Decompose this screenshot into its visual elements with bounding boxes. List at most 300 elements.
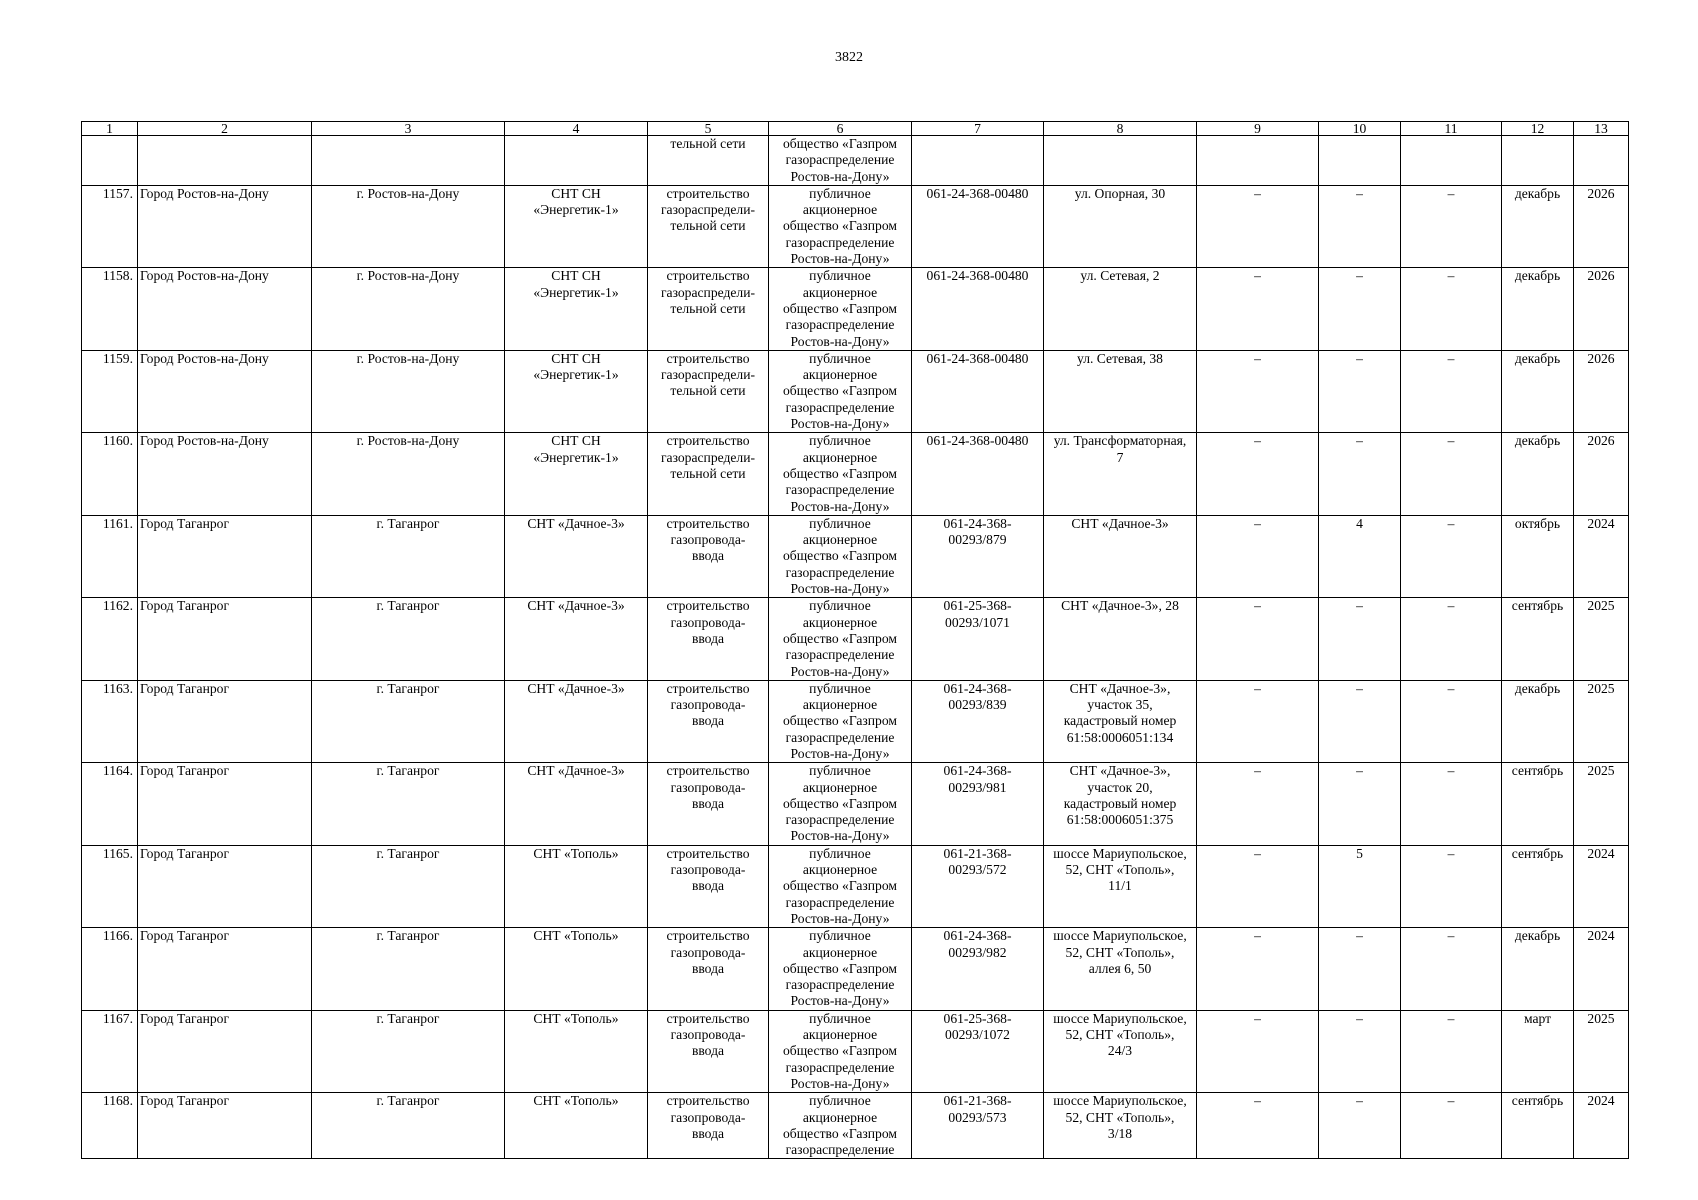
col-11-value-text: – <box>1447 928 1455 944</box>
municipality-text: Город Таганрог <box>140 763 230 779</box>
object-name-text: «Энергетик-1» <box>533 202 619 218</box>
work-type-text: строительство <box>666 598 750 614</box>
municipality-cell <box>138 845 312 927</box>
municipality-cell <box>138 268 312 350</box>
month-text: декабрь <box>1514 185 1561 201</box>
col-10-value-text: – <box>1356 1010 1363 1026</box>
year-cell <box>1574 845 1629 927</box>
row-number-text: 1160. <box>102 433 133 449</box>
municipality-cell <box>138 433 312 515</box>
tech-conditions-number-text: 061-25-368- <box>943 1010 1012 1026</box>
address-text: СНТ «Дачное-3», 28 <box>1061 598 1179 614</box>
address-text: 61:58:0006051:134 <box>1066 729 1174 745</box>
work-type-text: ввода <box>691 960 725 976</box>
organization-text: Ростов-на-Дону» <box>790 910 890 926</box>
work-type-text: ввода <box>691 630 725 646</box>
row-number-cell <box>82 598 138 680</box>
settlement-text: г. Ростов-на-Дону <box>356 350 460 366</box>
address-cell <box>1044 268 1197 350</box>
organization-cell <box>769 433 912 515</box>
organization-text: газораспределение <box>785 812 895 828</box>
address-cell <box>1044 928 1197 1010</box>
settlement-text: г. Таганрог <box>376 1010 440 1026</box>
table-row <box>82 268 1629 350</box>
settlement-cell <box>312 598 505 680</box>
settlement-cell <box>312 433 505 515</box>
col-10-value-cell <box>1319 136 1401 186</box>
object-name-text: СНТ «Тополь» <box>533 928 619 944</box>
month-text: октябрь <box>1514 515 1561 531</box>
row-number-cell <box>82 1093 138 1159</box>
object-name-text: СНТ «Тополь» <box>533 845 619 861</box>
organization-text: газораспределение <box>785 317 895 333</box>
organization-cell <box>769 1093 912 1159</box>
col-11-value-cell <box>1401 185 1502 267</box>
organization-text: Ростов-на-Дону» <box>790 168 890 184</box>
col-9-value-text: – <box>1254 763 1261 779</box>
column-header-1: 1 <box>82 122 138 136</box>
object-name-text: СНТ «Тополь» <box>533 1010 619 1026</box>
col-11-value-text: – <box>1447 350 1455 366</box>
year-text: 2025 <box>1587 763 1615 779</box>
settlement-text: г. Таганрог <box>376 928 440 944</box>
tech-conditions-number-cell <box>912 845 1044 927</box>
organization-cell <box>769 136 912 186</box>
month-cell <box>1502 136 1574 186</box>
organization-text: газораспределение <box>785 977 895 993</box>
object-name-text: СНТ «Тополь» <box>533 1093 619 1109</box>
municipality-cell <box>138 350 312 432</box>
col-10-value-cell <box>1319 433 1401 515</box>
organization-text: общество «Газпром <box>783 960 897 976</box>
address-cell <box>1044 1010 1197 1092</box>
organization-text: акционерное <box>802 862 878 878</box>
tech-conditions-number-text: 061-24-368-00480 <box>926 268 1029 284</box>
municipality-text: Город Ростов-на-Дону <box>140 350 269 366</box>
object-name-text: «Энергетик-1» <box>533 284 619 300</box>
tech-conditions-number-cell <box>912 1093 1044 1159</box>
month-cell <box>1502 598 1574 680</box>
organization-text: общество «Газпром <box>783 795 897 811</box>
col-11-value-text: – <box>1447 268 1455 284</box>
col-11-value-cell <box>1401 845 1502 927</box>
organization-text: Ростов-на-Дону» <box>790 416 890 432</box>
municipality-cell <box>138 763 312 845</box>
year-cell <box>1574 433 1629 515</box>
month-text: сентябрь <box>1511 1093 1564 1109</box>
work-type-text: ввода <box>691 548 725 564</box>
table-row <box>82 185 1629 267</box>
work-type-text: строительство <box>666 268 750 284</box>
col-11-value-text: – <box>1447 433 1455 449</box>
work-type-text: ввода <box>691 1043 725 1059</box>
month-text: сентябрь <box>1511 763 1564 779</box>
object-name-cell <box>505 763 648 845</box>
column-header-9: 9 <box>1197 122 1319 136</box>
organization-cell <box>769 680 912 762</box>
col-9-value-text: – <box>1254 1010 1261 1026</box>
work-type-cell <box>648 598 769 680</box>
tech-conditions-number-text: 061-21-368- <box>943 1093 1012 1109</box>
work-type-text: строительство <box>666 433 750 449</box>
tech-conditions-number-cell <box>912 268 1044 350</box>
col-11-value-text: – <box>1447 845 1455 861</box>
work-type-cell <box>648 1010 769 1092</box>
address-text: 52, СНТ «Тополь», <box>1065 1109 1175 1125</box>
month-cell <box>1502 845 1574 927</box>
organization-text: акционерное <box>802 532 878 548</box>
col-10-value-text: – <box>1356 928 1363 944</box>
tech-conditions-number-text: 061-25-368- <box>943 598 1012 614</box>
work-type-text: газораспредели- <box>660 284 756 300</box>
settlement-cell <box>312 136 505 186</box>
work-type-text: ввода <box>691 1125 725 1141</box>
year-text: 2025 <box>1587 680 1615 696</box>
object-name-text: СНТ «Дачное-3» <box>527 680 625 696</box>
object-name-cell <box>505 1093 648 1159</box>
address-text: 3/18 <box>1107 1125 1133 1141</box>
municipality-text: Город Таганрог <box>140 515 230 531</box>
row-number-cell <box>82 845 138 927</box>
organization-text: акционерное <box>802 367 878 383</box>
work-type-text: строительство <box>666 350 750 366</box>
col-10-value-cell <box>1319 845 1401 927</box>
row-number-text: 1157. <box>102 185 133 201</box>
column-header-6: 6 <box>769 122 912 136</box>
column-header-11: 11 <box>1401 122 1502 136</box>
organization-text: газораспределение <box>785 729 895 745</box>
col-10-value-cell <box>1319 598 1401 680</box>
object-name-text: СНТ «Дачное-3» <box>527 515 625 531</box>
organization-cell <box>769 268 912 350</box>
organization-text: газораспределение <box>785 894 895 910</box>
row-number-cell <box>82 928 138 1010</box>
municipality-text: Город Таганрог <box>140 598 230 614</box>
work-type-text: газопровода- <box>670 1109 746 1125</box>
work-type-cell <box>648 185 769 267</box>
col-11-value-cell <box>1401 763 1502 845</box>
work-type-text: газопровода- <box>670 779 746 795</box>
municipality-text: Город Таганрог <box>140 1010 230 1026</box>
row-number-cell <box>82 433 138 515</box>
tech-conditions-number-text: 00293/572 <box>948 862 1007 878</box>
tech-conditions-number-text: 061-24-368-00480 <box>926 350 1029 366</box>
settlement-cell <box>312 350 505 432</box>
organization-text: акционерное <box>802 697 878 713</box>
col-9-value-text: – <box>1254 845 1261 861</box>
work-type-text: газораспредели- <box>660 367 756 383</box>
month-text: март <box>1523 1010 1552 1026</box>
organization-text: публичное <box>809 268 871 284</box>
work-type-cell <box>648 845 769 927</box>
col-11-value-cell <box>1401 136 1502 186</box>
settlement-cell <box>312 763 505 845</box>
tech-conditions-number-text: 00293/1071 <box>945 614 1010 630</box>
col-11-value-text: – <box>1447 1093 1455 1109</box>
row-number-text: 1158. <box>102 268 133 284</box>
organization-text: общество «Газпром <box>783 1043 897 1059</box>
organization-text: общество «Газпром <box>783 300 897 316</box>
object-name-text: «Энергетик-1» <box>533 449 619 465</box>
table-row <box>82 136 1629 186</box>
col-9-value-text: – <box>1254 268 1261 284</box>
work-type-text: ввода <box>691 713 725 729</box>
settlement-cell <box>312 185 505 267</box>
work-type-text: газораспредели- <box>660 202 756 218</box>
municipality-cell <box>138 136 312 186</box>
year-text: 2025 <box>1587 1010 1615 1026</box>
address-text: 52, СНТ «Тополь», <box>1065 1027 1175 1043</box>
col-10-value-text: – <box>1356 433 1363 449</box>
col-9-value-cell <box>1197 268 1319 350</box>
row-number-text: 1167. <box>102 1010 133 1026</box>
table-row <box>82 928 1629 1010</box>
col-9-value-text: – <box>1254 928 1261 944</box>
work-type-text: строительство <box>666 680 750 696</box>
col-11-value-text: – <box>1447 598 1455 614</box>
organization-text: публичное <box>809 1010 871 1026</box>
tech-conditions-number-text: 061-24-368- <box>943 763 1012 779</box>
row-number-text: 1162. <box>102 598 133 614</box>
address-text: кадастровый номер <box>1063 795 1177 811</box>
organization-text: публичное <box>809 763 871 779</box>
table-row <box>82 763 1629 845</box>
col-9-value-cell <box>1197 136 1319 186</box>
municipality-cell <box>138 680 312 762</box>
address-text: шоссе Мариупольское, <box>1053 1010 1187 1026</box>
col-11-value-cell <box>1401 433 1502 515</box>
row-number-text: 1161. <box>102 515 133 531</box>
municipality-cell <box>138 185 312 267</box>
month-text: декабрь <box>1514 433 1561 449</box>
column-header-4: 4 <box>505 122 648 136</box>
col-11-value-cell <box>1401 350 1502 432</box>
row-number-cell <box>82 185 138 267</box>
col-9-value-text: – <box>1254 350 1261 366</box>
organization-text: акционерное <box>802 284 878 300</box>
year-text: 2026 <box>1587 268 1615 284</box>
address-text: СНТ «Дачное-3», <box>1069 763 1171 779</box>
address-text: ул. Трансформаторная, <box>1053 433 1187 449</box>
organization-text: публичное <box>809 680 871 696</box>
work-type-text: тельной сети <box>670 136 746 151</box>
work-type-text: газопровода- <box>670 1027 746 1043</box>
year-cell <box>1574 1010 1629 1092</box>
settlement-cell <box>312 1010 505 1092</box>
address-cell <box>1044 515 1197 597</box>
month-text: декабрь <box>1514 680 1561 696</box>
col-10-value-cell <box>1319 928 1401 1010</box>
work-type-text: газопровода- <box>670 532 746 548</box>
column-header-13: 13 <box>1574 122 1629 136</box>
year-cell <box>1574 268 1629 350</box>
col-9-value-cell <box>1197 680 1319 762</box>
settlement-cell <box>312 515 505 597</box>
col-11-value-cell <box>1401 680 1502 762</box>
col-9-value-cell <box>1197 515 1319 597</box>
month-cell <box>1502 433 1574 515</box>
municipality-text: Город Таганрог <box>140 845 230 861</box>
organization-text: общество «Газпром <box>783 630 897 646</box>
tech-conditions-number-cell <box>912 350 1044 432</box>
col-11-value-cell <box>1401 928 1502 1010</box>
organization-text: общество «Газпром <box>783 136 897 151</box>
address-cell <box>1044 763 1197 845</box>
address-text: 52, СНТ «Тополь», <box>1065 862 1175 878</box>
column-header-3: 3 <box>312 122 505 136</box>
year-cell <box>1574 350 1629 432</box>
settlement-cell <box>312 1093 505 1159</box>
work-type-text: газопровода- <box>670 697 746 713</box>
col-9-value-text: – <box>1254 433 1261 449</box>
settlement-cell <box>312 680 505 762</box>
tech-conditions-number-cell <box>912 1010 1044 1092</box>
organization-text: Ростов-на-Дону» <box>790 581 890 597</box>
work-type-cell <box>648 136 769 186</box>
tech-conditions-number-text: 061-24-368- <box>943 928 1012 944</box>
col-10-value-cell <box>1319 268 1401 350</box>
row-number-cell <box>82 136 138 186</box>
settlement-text: г. Таганрог <box>376 1093 440 1109</box>
row-number-text: 1164. <box>102 763 133 779</box>
object-name-cell <box>505 598 648 680</box>
col-9-value-text: – <box>1254 515 1261 531</box>
col-10-value-cell <box>1319 680 1401 762</box>
address-text: СНТ «Дачное-3», <box>1069 680 1171 696</box>
organization-cell <box>769 1010 912 1092</box>
organization-text: Ростов-на-Дону» <box>790 745 890 761</box>
month-cell <box>1502 185 1574 267</box>
settlement-text: г. Таганрог <box>376 845 440 861</box>
object-name-cell <box>505 845 648 927</box>
month-cell <box>1502 1010 1574 1092</box>
row-number-cell <box>82 680 138 762</box>
organization-text: акционерное <box>802 202 878 218</box>
year-text: 2025 <box>1587 598 1615 614</box>
object-name-cell <box>505 515 648 597</box>
organization-text: публичное <box>809 350 871 366</box>
organization-cell <box>769 763 912 845</box>
organization-text: газораспределение <box>785 647 895 663</box>
object-name-cell <box>505 268 648 350</box>
table-row <box>82 598 1629 680</box>
work-type-cell <box>648 928 769 1010</box>
organization-text: общество «Газпром <box>783 465 897 481</box>
organization-text: газораспределение <box>785 564 895 580</box>
table-row <box>82 515 1629 597</box>
col-10-value-text: 5 <box>1356 845 1363 861</box>
col-10-value-cell <box>1319 185 1401 267</box>
organization-text: газораспределение <box>785 234 895 250</box>
year-text: 2026 <box>1587 350 1615 366</box>
col-10-value-text: – <box>1356 598 1363 614</box>
row-number-text: 1166. <box>102 928 133 944</box>
row-number-text: 1168. <box>102 1093 133 1109</box>
col-10-value-text: – <box>1356 350 1363 366</box>
organization-text: общество «Газпром <box>783 383 897 399</box>
object-name-text: СНТ СН <box>551 268 601 284</box>
col-10-value-cell <box>1319 350 1401 432</box>
address-text: 11/1 <box>1108 878 1132 894</box>
work-type-text: ввода <box>691 795 725 811</box>
year-cell <box>1574 185 1629 267</box>
col-11-value-cell <box>1401 268 1502 350</box>
municipality-text: Город Ростов-на-Дону <box>140 433 269 449</box>
organization-text: Ростов-на-Дону» <box>790 993 890 1009</box>
tech-conditions-number-cell <box>912 185 1044 267</box>
municipality-cell <box>138 928 312 1010</box>
col-9-value-text: – <box>1254 185 1261 201</box>
work-type-cell <box>648 350 769 432</box>
municipality-cell <box>138 1093 312 1159</box>
col-10-value-text: – <box>1356 763 1363 779</box>
tech-conditions-number-cell <box>912 928 1044 1010</box>
address-cell <box>1044 680 1197 762</box>
organization-text: общество «Газпром <box>783 713 897 729</box>
tech-conditions-number-text: 061-24-368- <box>943 680 1012 696</box>
month-cell <box>1502 680 1574 762</box>
month-text: декабрь <box>1514 268 1561 284</box>
organization-text: газораспределение <box>785 1059 895 1075</box>
address-text: участок 20, <box>1087 779 1153 795</box>
object-name-cell <box>505 680 648 762</box>
work-type-cell <box>648 433 769 515</box>
year-cell <box>1574 136 1629 186</box>
municipality-text: Город Ростов-на-Дону <box>140 268 269 284</box>
tech-conditions-number-text: 00293/839 <box>948 697 1007 713</box>
col-9-value-cell <box>1197 763 1319 845</box>
column-header-8: 8 <box>1044 122 1197 136</box>
address-text: кадастровый номер <box>1063 713 1177 729</box>
organization-text: общество «Газпром <box>783 878 897 894</box>
tech-conditions-number-cell <box>912 136 1044 186</box>
month-cell <box>1502 515 1574 597</box>
organization-text: акционерное <box>802 614 878 630</box>
organization-text: публичное <box>809 928 871 944</box>
work-type-cell <box>648 268 769 350</box>
address-text: 52, СНТ «Тополь», <box>1065 944 1175 960</box>
header-row <box>82 122 1629 136</box>
organization-text: акционерное <box>802 1109 878 1125</box>
work-type-cell <box>648 515 769 597</box>
row-number-text: 1159. <box>102 350 133 366</box>
month-cell <box>1502 763 1574 845</box>
col-9-value-text: – <box>1254 680 1261 696</box>
object-name-cell <box>505 185 648 267</box>
col-10-value-text: – <box>1356 1093 1363 1109</box>
municipality-cell <box>138 515 312 597</box>
work-type-cell <box>648 1093 769 1159</box>
address-text: ул. Сетевая, 2 <box>1080 268 1160 284</box>
table-header <box>82 122 1629 136</box>
col-10-value-text: – <box>1356 268 1363 284</box>
settlement-cell <box>312 845 505 927</box>
tech-conditions-number-text: 061-21-368- <box>943 845 1012 861</box>
col-9-value-cell <box>1197 185 1319 267</box>
col-11-value-text: – <box>1447 185 1455 201</box>
table-row <box>82 433 1629 515</box>
work-type-cell <box>648 680 769 762</box>
column-header-12: 12 <box>1502 122 1574 136</box>
col-9-value-text: – <box>1254 1093 1261 1109</box>
settlement-cell <box>312 268 505 350</box>
object-name-cell <box>505 928 648 1010</box>
month-cell <box>1502 268 1574 350</box>
address-text: шоссе Мариупольское, <box>1053 1093 1187 1109</box>
object-name-cell <box>505 136 648 186</box>
col-11-value-cell <box>1401 1093 1502 1159</box>
col-10-value-text: 4 <box>1356 515 1363 531</box>
